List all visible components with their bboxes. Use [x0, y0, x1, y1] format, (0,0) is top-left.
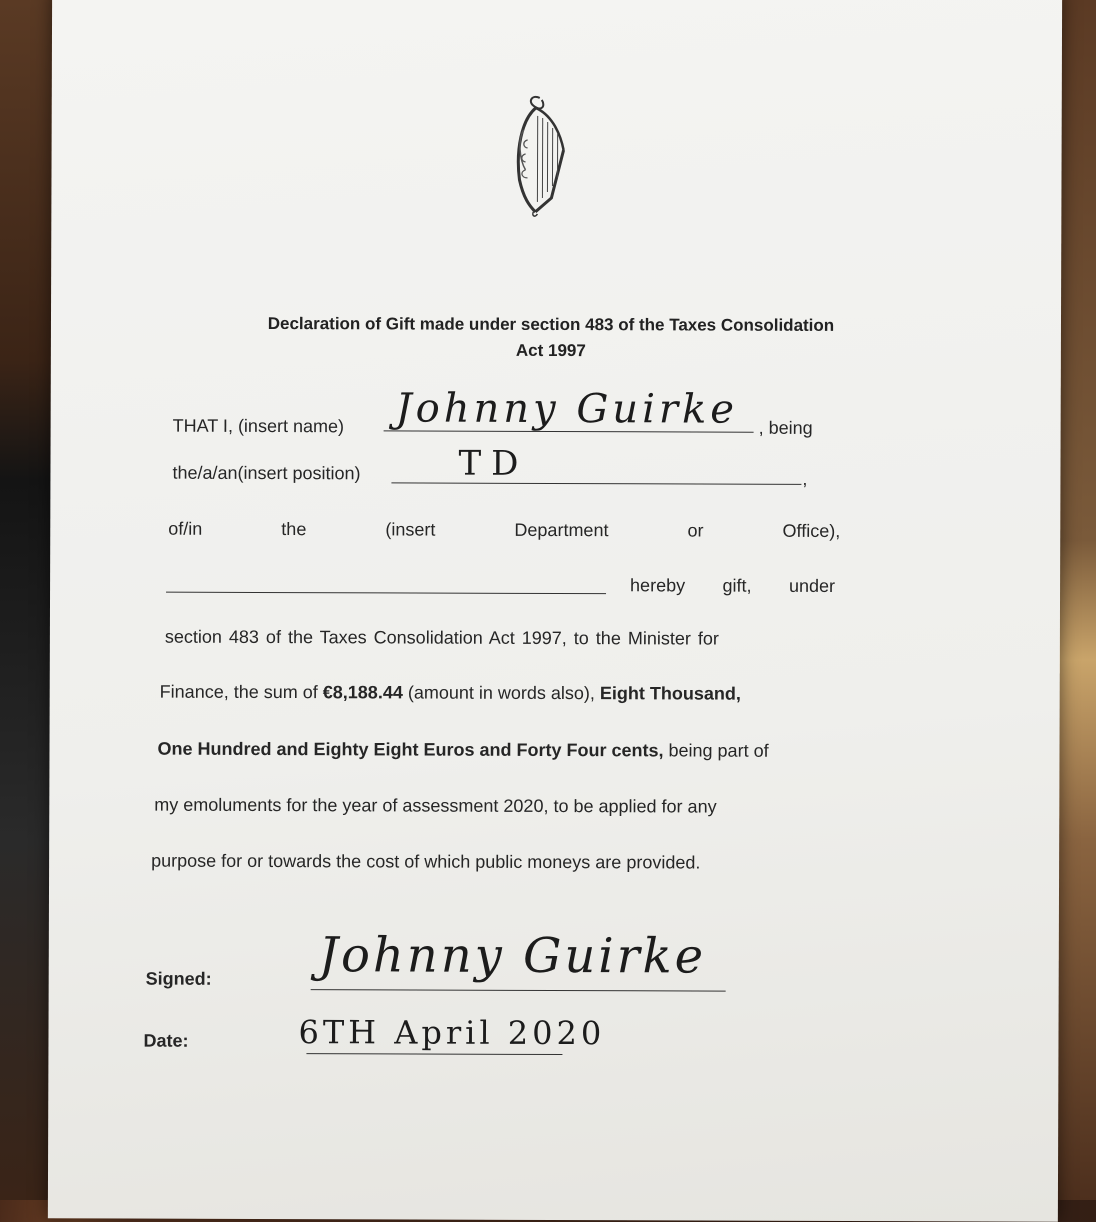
amount-words-start: Eight Thousand, — [600, 683, 741, 703]
text: (amount in words also), — [403, 682, 600, 703]
title-line-2: Act 1997 — [171, 337, 931, 366]
gift-word: gift, — [723, 576, 752, 597]
signature-rule — [311, 989, 726, 991]
signed-label: Signed: — [146, 969, 212, 990]
gift-word: hereby — [630, 575, 685, 596]
dept-word: Office), — [783, 521, 841, 542]
document-title — [171, 311, 931, 366]
document-page — [48, 0, 1062, 1222]
name-handwritten: Johnny Guirke — [396, 385, 738, 432]
text: Finance, the sum of — [160, 682, 323, 703]
amount-figure: €8,188.44 — [323, 682, 403, 702]
position-rule — [391, 482, 801, 484]
paragraph-line-3 — [157, 739, 768, 762]
signature-handwritten: Johnny Guirke — [319, 927, 707, 984]
harp-emblem-icon — [501, 90, 581, 220]
name-label: THAT I, (insert name) — [173, 416, 344, 438]
position-handwritten: TD — [458, 444, 528, 484]
department-rule — [166, 592, 606, 595]
dept-word: the — [281, 519, 306, 540]
text: being part of — [663, 740, 768, 760]
dept-word: of/in — [168, 519, 202, 540]
paragraph-line-4: my emoluments for the year of assessment 2020, to be applied for any — [154, 795, 716, 818]
paragraph-line-5: purpose for or towards the cost of which public moneys are provided. — [151, 851, 700, 874]
paragraph-line-1: section 483 of the Taxes Consolidation Act 1997, to the Minister for — [165, 627, 719, 650]
date-label: Date: — [143, 1031, 188, 1052]
gift-row — [630, 575, 835, 597]
name-suffix: , being — [759, 418, 813, 439]
department-row — [168, 519, 840, 542]
dept-word: Department — [514, 520, 608, 541]
position-label: the/a/an(insert position) — [172, 463, 360, 485]
dept-word: or — [687, 520, 703, 541]
title-line-1: Declaration of Gift made under section 483 of the Taxes Consolidation — [171, 311, 931, 340]
date-rule — [306, 1053, 562, 1055]
paragraph-line-2 — [160, 682, 741, 705]
gift-word: under — [789, 576, 835, 597]
dept-word: (insert — [385, 519, 435, 540]
amount-words-end: One Hundred and Eighty Eight Euros and Forty Four cents, — [157, 739, 663, 761]
date-handwritten: 6TH April 2020 — [298, 1013, 605, 1052]
position-suffix: , — [802, 469, 807, 490]
